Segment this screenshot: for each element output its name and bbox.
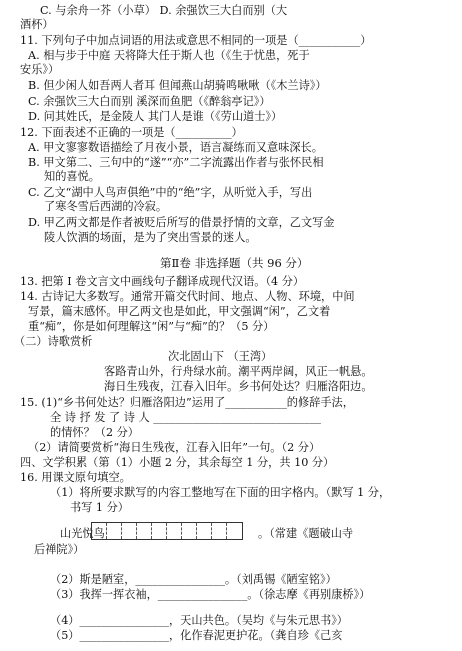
text-line: （4）________________，天山共色。（吴均《与朱元思书》） — [50, 614, 348, 627]
text-line: 知的喜悦。 — [44, 170, 100, 183]
grid-cell[interactable] — [182, 523, 197, 539]
grid-cell[interactable] — [92, 523, 107, 539]
text-line: 第Ⅱ卷 非选择题（共 96 分） — [160, 256, 309, 270]
text-line: 重“痴”，你是如何理解这“闲”与“痴”的？（5 分） — [28, 320, 275, 333]
text-line: 了寒冬雪后西湖的冷寂。 — [44, 200, 168, 213]
text-line: 15. (1)“乡书何处达？归雁洛阳边”运用了___________的修辞手法， — [20, 396, 354, 409]
text-line: D. 问其姓氏，是金陵人 其门人是谁（《劳山道士》） — [28, 110, 283, 123]
grid-cell[interactable] — [167, 523, 182, 539]
text-line: 海日生残夜，江春入旧年。乡书何处达？归雁洛阳边。 — [104, 380, 373, 393]
text-line: （2）请简要赏析“海日生残夜，江春入旧年”一句。（2 分） — [28, 441, 321, 454]
text-line: 客路青山外，行舟绿水前。潮平两岸阔，风正一帆悬。 — [104, 365, 373, 378]
text-line: （3）我挥一挥衣袖，________________。（徐志摩《再别康桥》） — [50, 588, 371, 601]
text-line: 安乐》） — [20, 63, 60, 76]
text-line: 14. 古诗记大多数写。通常开篇交代时间、地点、人物、环境，中间 — [20, 290, 355, 303]
text-line: 陵人饮酒的场面，是为了突出雪景的迷人。 — [44, 231, 257, 244]
grid-cell[interactable] — [137, 523, 152, 539]
tianzi-grid[interactable] — [91, 522, 243, 540]
grid-cell[interactable] — [152, 523, 167, 539]
text-line: B. 甲文第二、三句中的“遂”“亦”二字流露出作者与张怀民相 — [28, 156, 324, 169]
text-line: 书写 1 分） — [70, 501, 129, 514]
text-line: （1）将所要求默写的内容工整地写在下面的田字格内。（默写 1 分， — [50, 486, 391, 499]
text-line: D. 甲乙两文都是作者被贬后所写的借景抒情的文章，乙文写金 — [28, 216, 335, 229]
text-line: 。（常建《题破山寺 — [258, 527, 354, 540]
text-line: C. 与余舟一芥（小草） D. 余强饮三大白而别（大 — [40, 4, 288, 17]
grid-cell[interactable] — [107, 523, 122, 539]
text-line: 的情怀？（2 分） — [50, 426, 139, 439]
text-line: 酒杯） — [20, 18, 54, 31]
text-line: 全 诗 抒 发 了 诗 人 ______________________________ — [50, 411, 322, 424]
text-line: 11. 下列句子中加点词语的用法或意思不相同的一项是（___________） — [20, 34, 372, 47]
text-line: 次北固山下 （王湾） — [168, 350, 273, 363]
text-line: C. 乙文“湖中人鸟声俱绝”中的“绝”字，从听觉入手，写出 — [28, 186, 313, 199]
grid-cell[interactable] — [122, 523, 137, 539]
grid-cell[interactable] — [227, 523, 242, 539]
text-line: 写景，篇末感怀。甲乙两文也是如此，甲文强调“闲”，乙文着 — [28, 305, 331, 318]
text-line: A. 甲文寥寥数语描绘了月夜小景，语言凝练而又意味深长。 — [28, 141, 323, 154]
text-line: 山光悦鸟 — [60, 527, 105, 540]
text-line: 16. 用课文原句填空。 — [20, 471, 131, 484]
text-line: （5）________________，化作春泥更护花。（龚自珍《己亥 — [50, 629, 343, 642]
text-line: （二）诗歌赏析 — [14, 335, 93, 348]
text-line: 12. 下面表述不正确的一项是（__________） — [20, 126, 243, 139]
text-line: 四、文学积累（第（1）小题 2 分，其余每空 1 分，共 10 分） — [20, 456, 335, 469]
text-line: 后禅院》） — [34, 543, 85, 556]
text-line: （2）斯是陋室，________________。（刘禹锡《陋室铭》） — [50, 573, 337, 586]
text-line: A. 相与步于中庭 天将降大任于斯人也（《生于忧患，死于 — [28, 49, 310, 62]
text-line: 13. 把第 I 卷文言文中画线句子翻译成现代汉语。（4 分） — [20, 275, 305, 288]
text-line: C. 余强饮三大白而别 溪深而鱼肥（《醉翁亭记》） — [28, 95, 271, 108]
grid-cell[interactable] — [197, 523, 212, 539]
grid-cell[interactable] — [212, 523, 227, 539]
text-line: B. 但少闲人如吾两人者耳 但闻燕山胡骑鸣啾啾（《木兰诗》） — [28, 79, 327, 92]
